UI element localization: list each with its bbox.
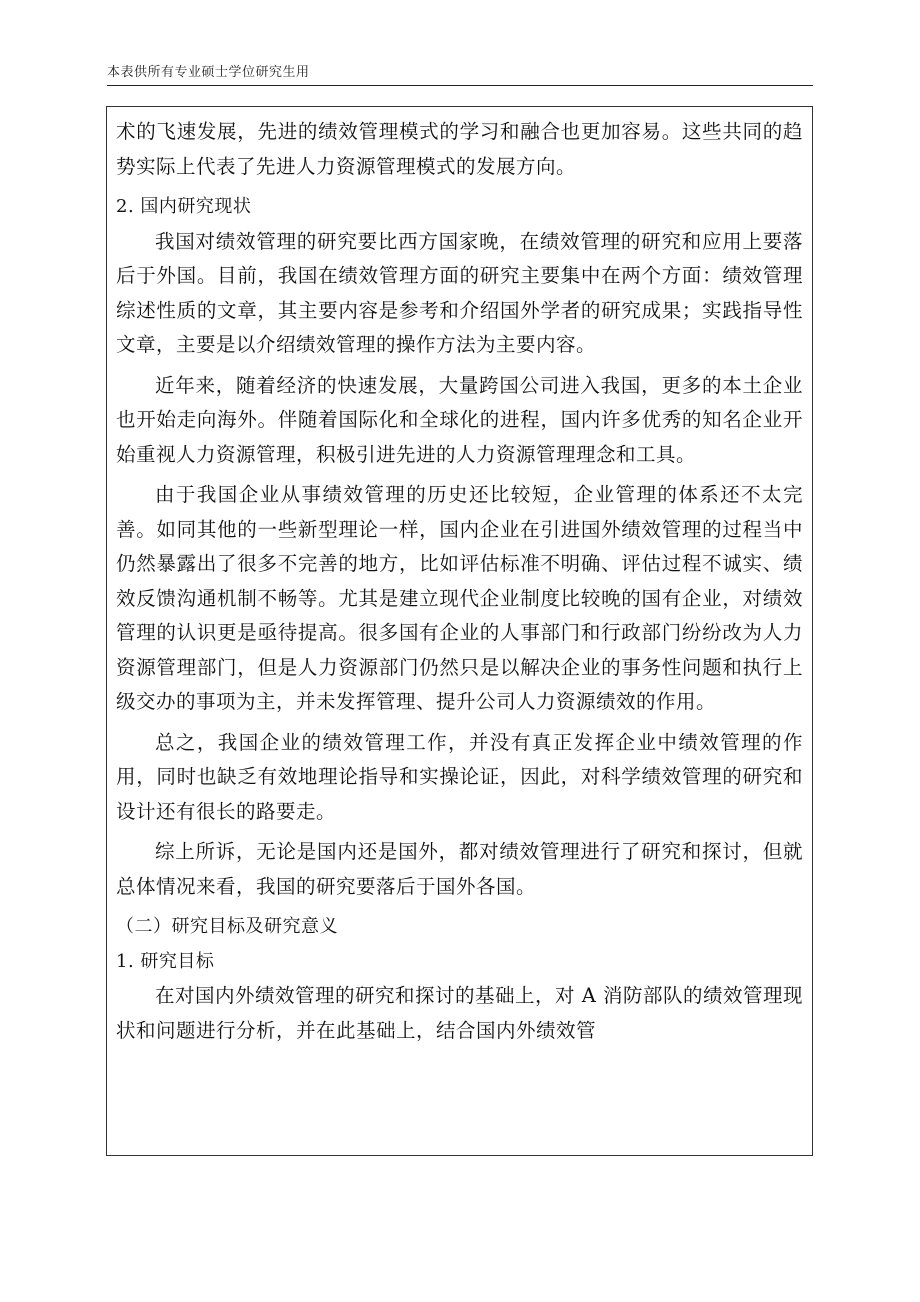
section-heading-goals-significance: （二）研究目标及研究意义 [116,916,338,937]
paragraph-domestic-research-overview: 我国对绩效管理的研究要比西方国家晚，在绩效管理的研究和应用上要落后于外国。目前，我国在绩效管理方面的研究主要集中在两个方面：绩效管理综述性质的文章，其主要内容是参考和介绍国外学者的研究成果；实践指导性文章，主要是以介绍绩效管理的操作方法为主要内容。 [116,229,803,356]
content-table-cell [106,106,813,1156]
paragraph-enterprise-problems: 由于我国企业从事绩效管理的历史还比较短，企业管理的体系还不太完善。如同其他的一些新型理论一样，国内企业在引进国外绩效管理的过程当中仍然暴露出了很多不完善的地方，比如评估标准不明确、评估过程不诚实、绩效反馈沟通机制不畅等。尤其是建立现代企业制度比较晚的国有企业，对绩效管理的认识更是亟待提高。很多国有企业的人事部门和行政部门纷纷改为人力资源管理部门，但是人力资源部门仍然只是以解决企业的事务性问题和执行上级交办的事项为主，并未发挥管理、提升公司人力资源绩效的作用。 [116,483,803,713]
subsection-heading-research-goal: 1. 研究目标 [116,950,215,972]
paragraph-continuation: 术的飞速发展，先进的绩效管理模式的学习和融合也更加容易。这些共同的趋势实际上代表了先进人力资源管理模式的发展方向。 [116,120,803,178]
section-heading-domestic-research: 2. 国内研究现状 [116,196,252,217]
header-divider [107,85,813,86]
paragraph-recent-years: 近年来，随着经济的快速发展，大量跨国公司进入我国，更多的本土企业也开始走向海外。伴随着国际化和全球化的进程，国内许多优秀的知名企业开始重视人力资源管理，积极引进先进的人力资源管理理念和工具。 [116,373,803,466]
paragraph-summary: 总之，我国企业的绩效管理工作，并没有真正发挥企业中绩效管理的作用，同时也缺乏有效地理论指导和实操论证，因此，对科学绩效管理的研究和设计还有很长的路要走。 [116,730,803,823]
page-header-text: 本表供所有专业硕士学位研究生用 [107,65,310,80]
paragraph-research-goal: 在对国内外绩效管理的研究和探讨的基础上，对 A 消防部队的绩效管理现状和问题进行分析，并在此基础上，结合国内外绩效管 [116,984,803,1042]
paragraph-conclusion: 综上所诉，无论是国内还是国外，都对绩效管理进行了研究和探讨，但就总体情况来看，我国的研究要落后于国外各国。 [116,840,803,898]
